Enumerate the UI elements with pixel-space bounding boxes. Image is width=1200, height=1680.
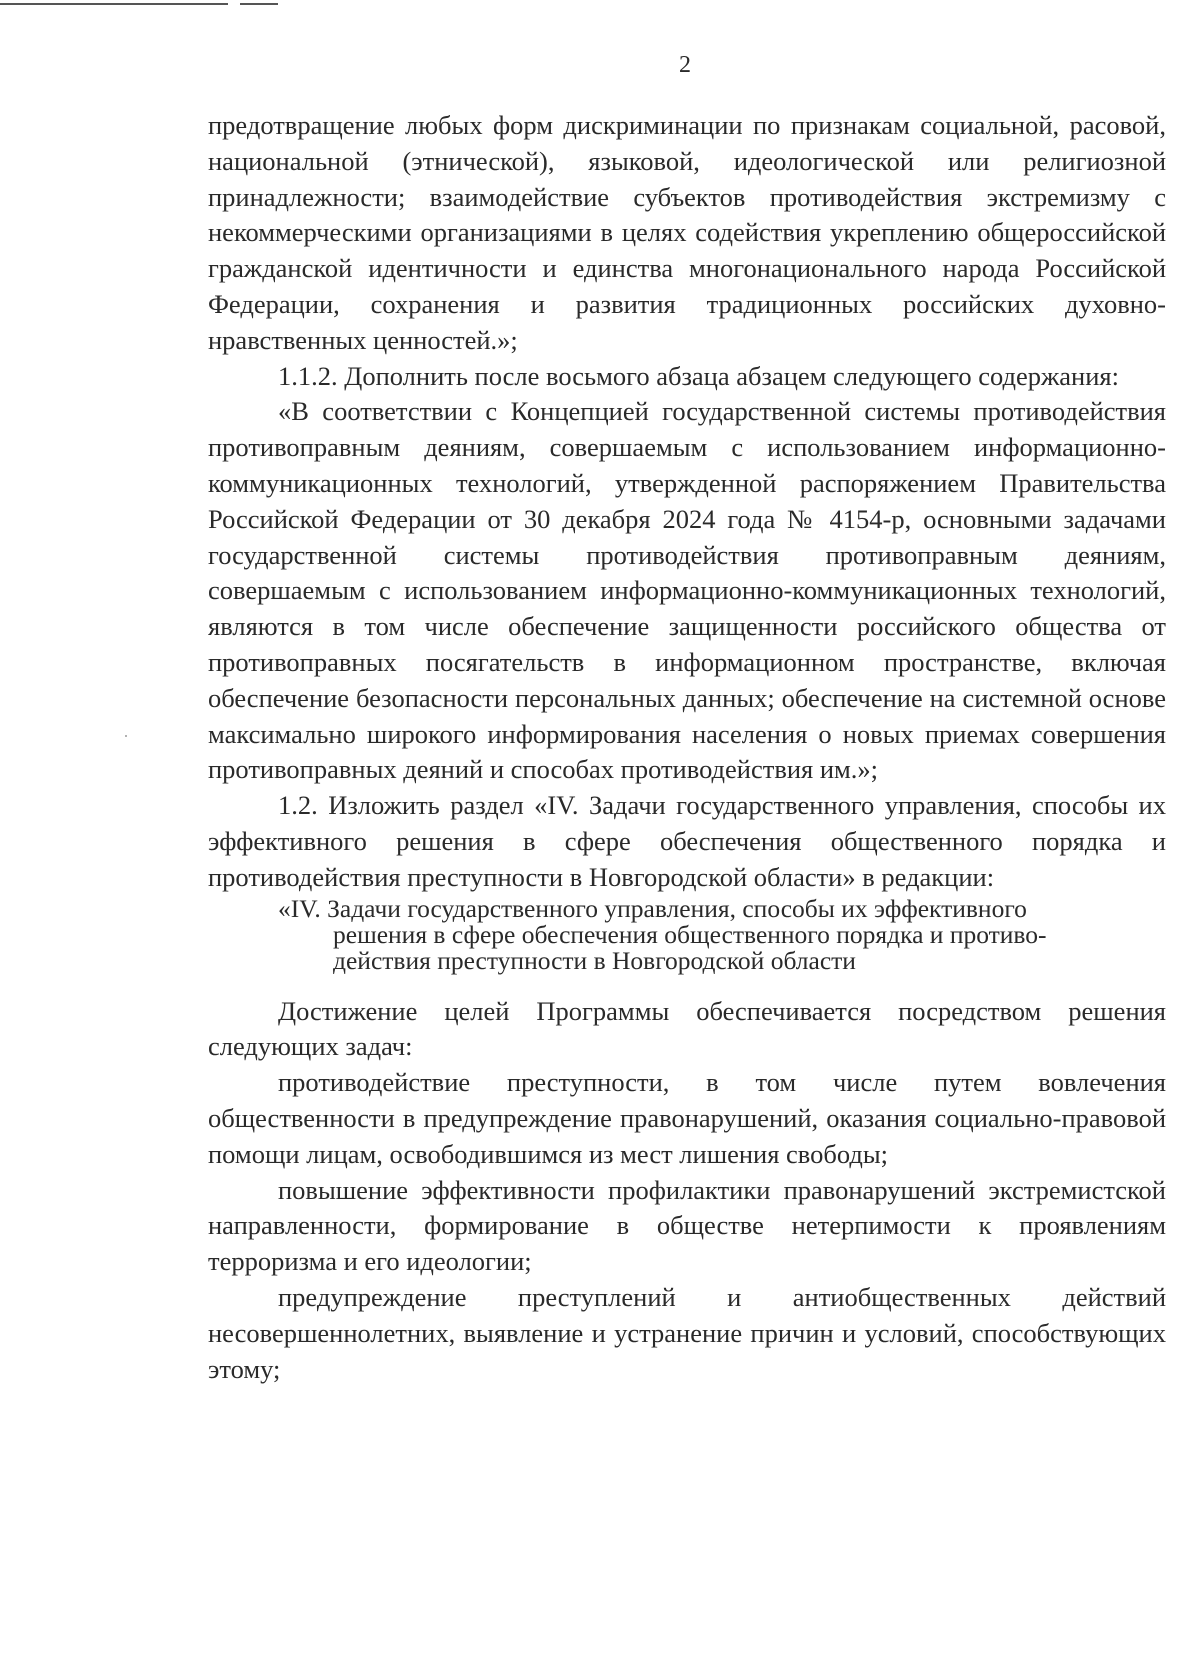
paragraph: противодействие преступности, в том числе путем вовлечения общественности в предупреждение правонарушений, оказания социально-правовой помощи лицам, освободившимся из мест лишения свободы; bbox=[208, 1067, 1166, 1169]
scan-top-rule bbox=[0, 3, 228, 5]
paragraph: 1.1.2. Дополнить после восьмого абзаца абзацем следующего содержания: bbox=[278, 360, 1119, 391]
paragraph: 1.2. Изложить раздел «IV. Задачи государственного управления, способы их эффективного решения в сфере обеспечения общественного порядка и противодействия преступности в Новгородской области» в редакции: bbox=[208, 790, 1166, 892]
paragraph: «В соответствии с Концепцией государственной системы противодействия противоправным деяниям, совершаемым с использованием информационно-коммуникационных технологий, утвержденной распоряжением Правительства Российской Федерации от 30 декабря 2024 года № 4154-р, основными задачами государственной системы противодействия противоправным деяниям, совершаемым с использованием информационно-коммуникационных технологий, являются в том числе обеспечение защищенности российского общества от противоправных посягательств в информационном пространстве, включая обеспечение безопасности персональных данных; обеспечение на системной основе максимально широкого информирования населения о новых приемах совершения противоправных деяний и способах противодействия им.»; bbox=[208, 396, 1166, 785]
section-heading-line: действия преступности в Новгородской области bbox=[333, 945, 856, 975]
paragraph: предотвращение любых форм дискриминации по признакам социальной, расовой, национальной (этнической), языковой, идеологической или религиозной принадлежности; взаимодействие субъектов противодействия экстремизму с некоммерческими организациями в целях содействия укреплению общероссийской гражданской идентичности и единства многонационального народа Российской Федерации, сохранения и развития традиционных российских духовно-нравственных ценностей.»; bbox=[208, 110, 1166, 355]
scan-artifact-dot bbox=[125, 735, 127, 737]
section-heading bbox=[208, 893, 1166, 975]
paragraph: предупреждение преступлений и антиобщественных действий несовершеннолетних, выявление и устранение причин и условий, способствующих этому; bbox=[208, 1281, 1166, 1384]
section-heading-line: решения в сфере обеспечения общественного порядка и противо- bbox=[333, 919, 1047, 949]
paragraph: Достижение целей Программы обеспечивается посредством решения следующих задач: bbox=[208, 995, 1166, 1062]
page-number: 2 bbox=[679, 52, 691, 78]
section-heading-line: «IV. Задачи государственного управления, способы их эффективного bbox=[278, 893, 1027, 923]
paragraph: повышение эффективности профилактики правонарушений экстремистской направленности, формирование в обществе нетерпимости к проявлениям терроризма и его идеологии; bbox=[208, 1174, 1166, 1277]
document-body bbox=[208, 108, 1166, 1387]
scan-top-rule-fragment bbox=[240, 3, 278, 5]
